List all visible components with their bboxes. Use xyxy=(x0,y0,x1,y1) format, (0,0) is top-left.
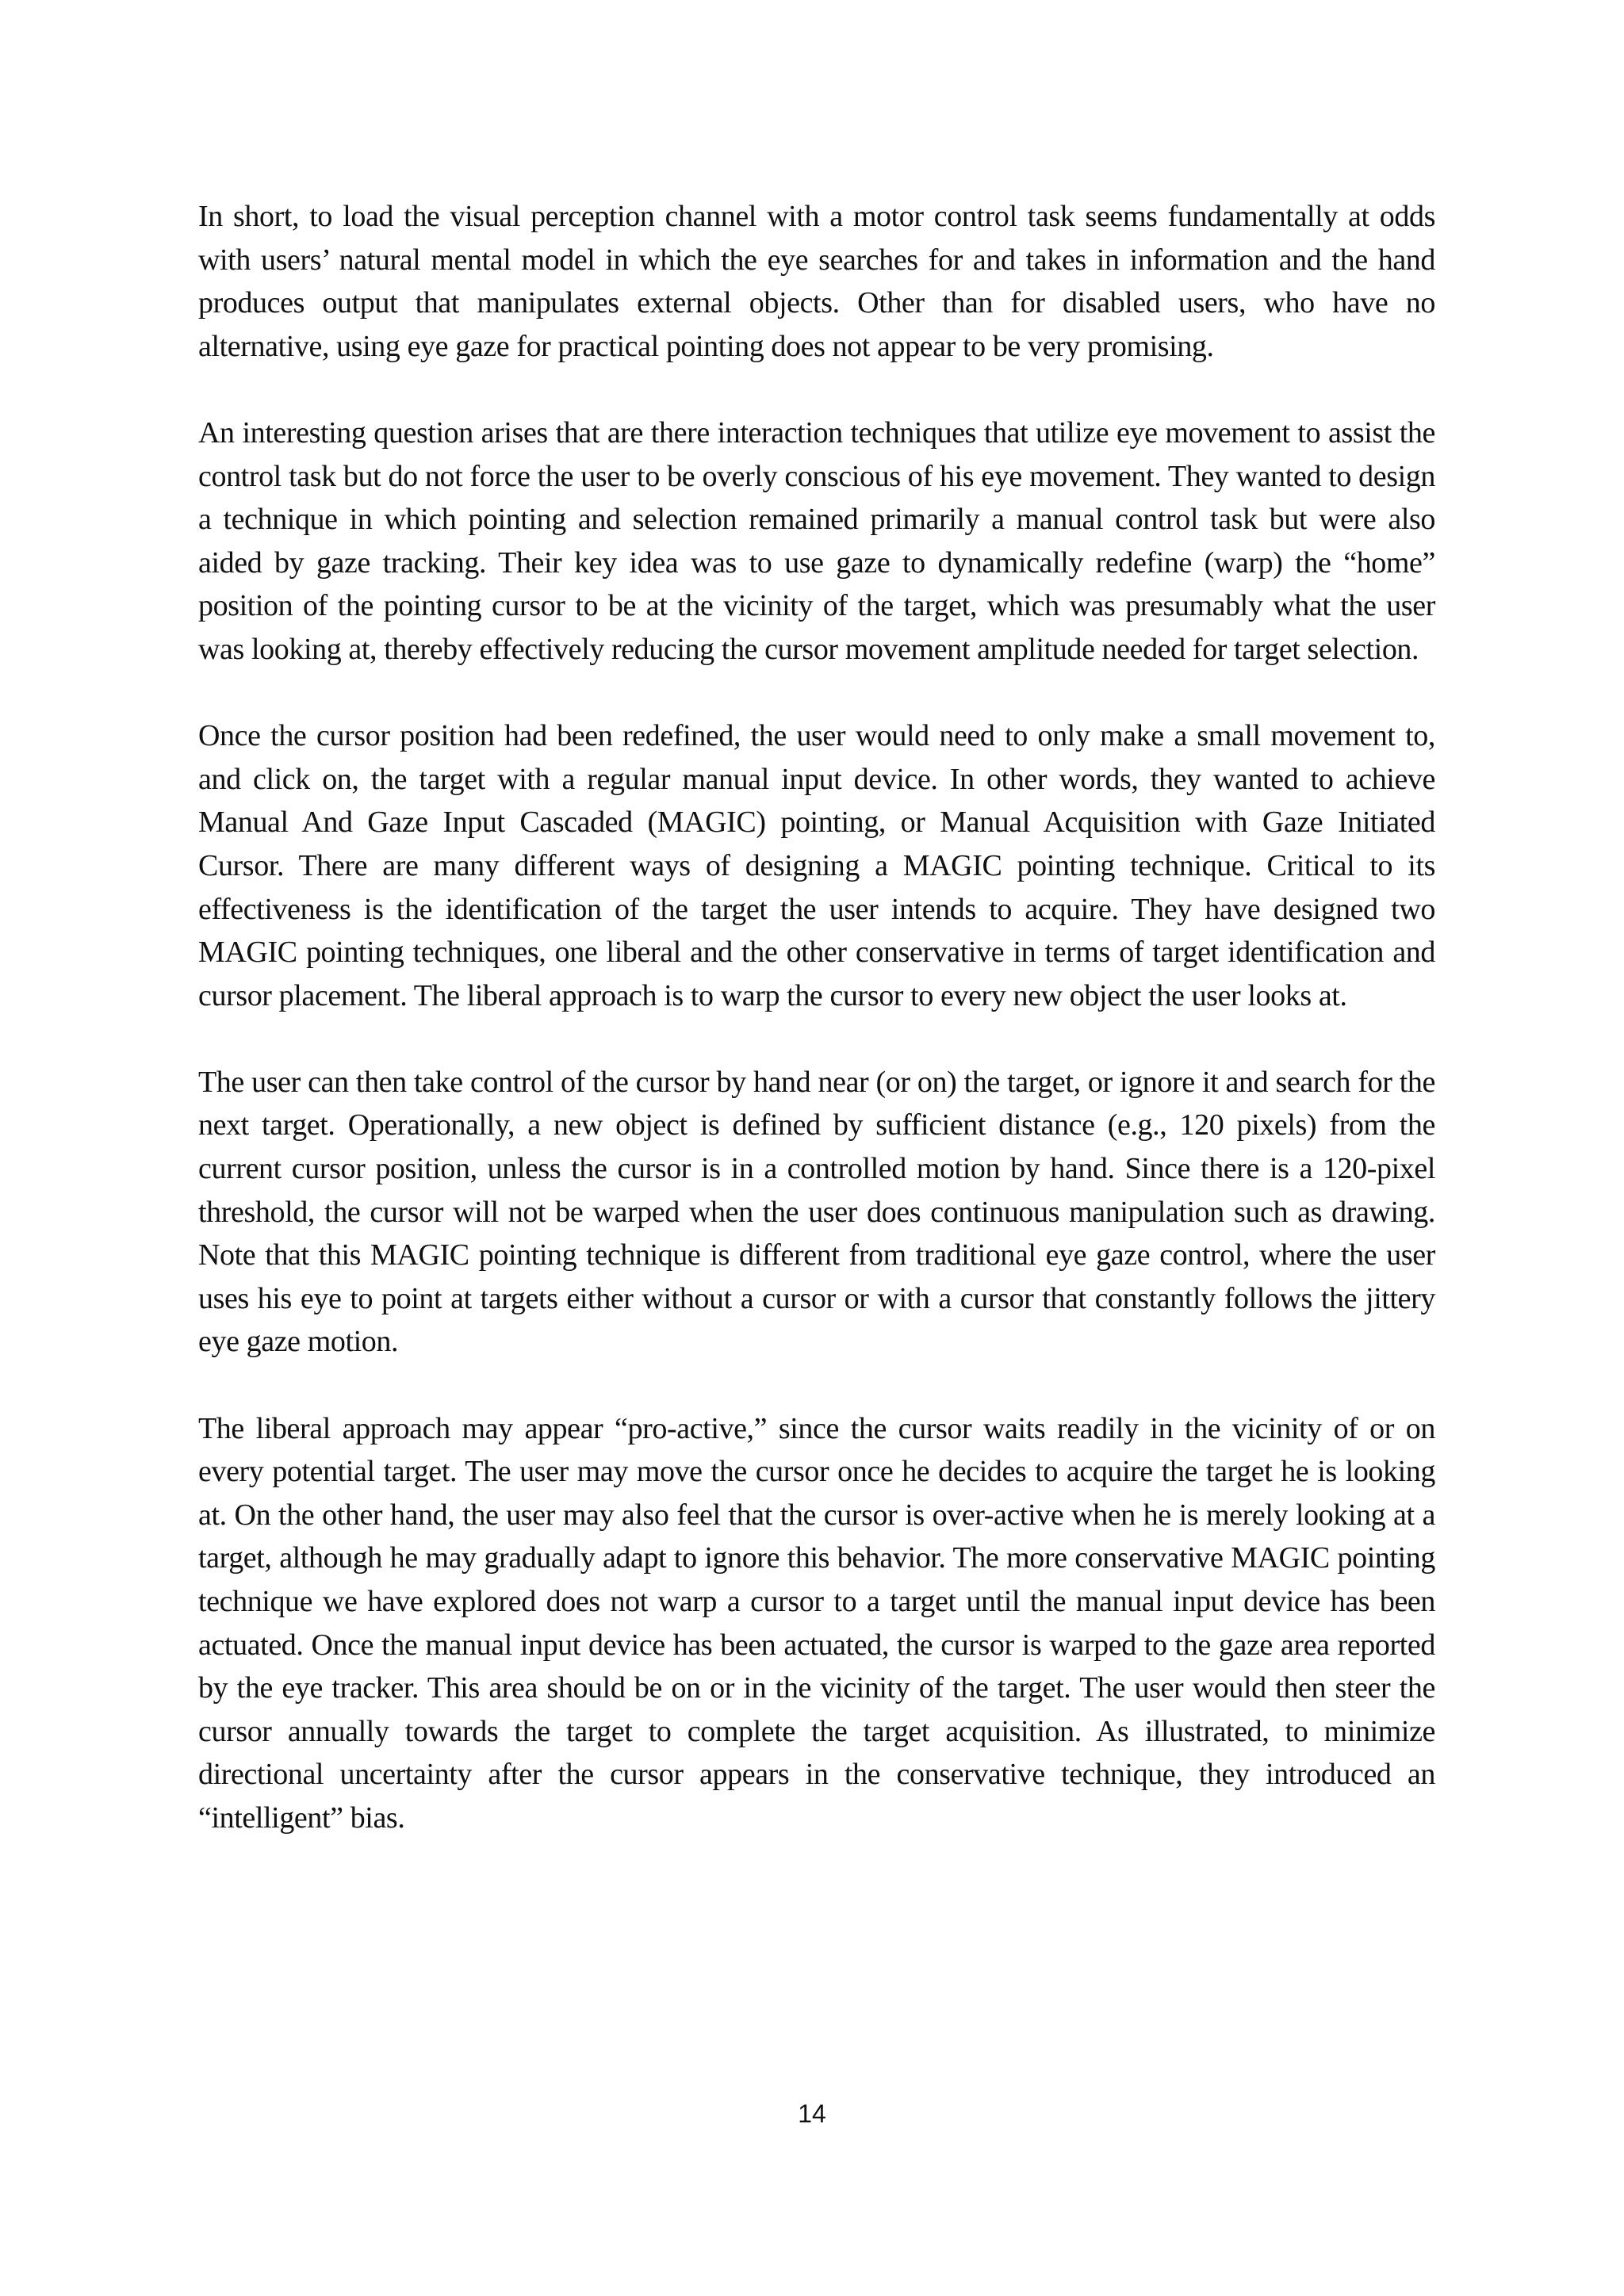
paragraph-1: In short, to load the visual perception channel with a motor control task seems fundamentally at odds with users’ natural mental model in which the eye searches for and takes in information and the hand produces output that manipulates external objects. Other than for disabled users, who have no alternative, using eye gaze for practical pointing does not appear to be very promising. xyxy=(198,200,1435,363)
paragraph-3: Once the cursor position had been redefined, the user would need to only make a small movement to, and click on, the target with a regular manual input device. In other words, they wanted to achieve Manual And Gaze Input Cascaded (MAGIC) pointing, or Manual Acquisition with Gaze Initiated Cursor. There are many different ways of designing a MAGIC pointing technique. Critical to its effectiveness is the identification of the target the user intends to acquire. They have designed two MAGIC pointing techniques, one liberal and the other conservative in terms of target identification and cursor placement. The liberal approach is to warp the cursor to every new object the user looks at. xyxy=(198,719,1435,1012)
paragraph-2: An interesting question arises that are there interaction techniques that utilize eye movement to assist the control task but do not force the user to be overly conscious of his eye movement. They wanted to design a technique in which pointing and selection remained primarily a manual control task but were also aided by gaze tracking. Their key idea was to use gaze to dynamically redefine (warp) the “home” position of the pointing cursor to be at the vicinity of the target, which was presumably what the user was looking at, thereby effectively reducing the cursor movement amplitude needed for target selection. xyxy=(198,415,1435,666)
body-text xyxy=(198,195,1435,1883)
page-number: 14 xyxy=(798,2099,826,2128)
paragraph-5: The liberal approach may appear “pro-active,” since the cursor waits readily in the vicinity of or on every potential target. The user may move the cursor once he decides to acquire the target he is looking at. On the other hand, the user may also feel that the cursor is over-active when he is merely looking at a target, although he may gradually adapt to ignore this behavior. The more conservative MAGIC pointing technique we have explored does not warp a cursor to a target until the manual input device has been actuated. Once the manual input device has been actuated, the cursor is warped to the gaze area reported by the eye tracker. This area should be on or in the vicinity of the target. The user would then steer the cursor annually towards the target to complete the target acquisition. As illustrated, to minimize directional uncertainty after the cursor appears in the conservative technique, they introduced an “intelligent” bias. xyxy=(198,1411,1435,1835)
paragraph-4: The user can then take control of the cursor by hand near (or on) the target, or ignore it and search for the next target. Operationally, a new object is defined by sufficient distance (e.g., 120 pixels) from the current cursor position, unless the cursor is in a controlled motion by hand. Since there is a 120-pixel threshold, the cursor will not be warped when the user does continuous manipulation such as drawing. Note that this MAGIC pointing technique is different from traditional eye gaze control, where the user uses his eye to point at targets either without a cursor or with a cursor that constantly follows the jittery eye gaze motion. xyxy=(198,1065,1435,1359)
